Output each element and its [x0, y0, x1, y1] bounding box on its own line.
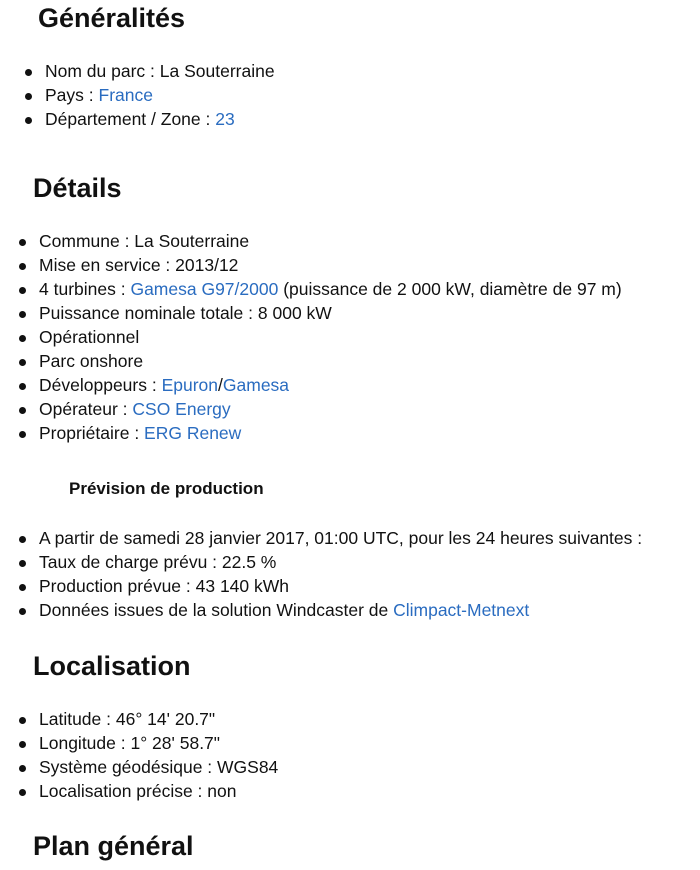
nom-value: La Souterraine — [159, 61, 275, 81]
list-item-turbines — [0, 277, 622, 301]
list-item-longitude — [0, 731, 278, 755]
departement-label: Département / Zone : — [45, 109, 216, 129]
list-item-proprietaire — [0, 421, 622, 445]
generalites-list — [0, 59, 275, 131]
bullet-icon — [19, 311, 26, 318]
bullet-icon — [25, 93, 32, 100]
taux-text: Taux de charge prévu : 22.5 % — [39, 552, 277, 572]
bullet-icon — [19, 741, 26, 748]
list-item-mise-en-service — [0, 253, 622, 277]
section-heading-plan: Plan général — [33, 831, 194, 861]
bullet-icon — [19, 359, 26, 366]
bullet-icon — [19, 287, 26, 294]
production-text: Production prévue : 43 140 kWh — [39, 576, 290, 596]
list-item-type-parc — [0, 349, 622, 373]
list-item-operateur — [0, 397, 622, 421]
details-list — [0, 229, 622, 445]
section-heading-generalites: Généralités — [38, 3, 186, 33]
pays-link[interactable]: France — [98, 85, 153, 105]
bullet-icon — [19, 789, 26, 796]
proprietaire-label: Propriétaire : — [39, 423, 145, 443]
developpeurs-label: Développeurs : — [39, 375, 162, 395]
bullet-icon — [19, 765, 26, 772]
section-heading-localisation: Localisation — [33, 651, 191, 681]
list-item-puissance — [0, 301, 622, 325]
section-heading-details: Détails — [33, 173, 122, 203]
list-item-pays — [0, 83, 275, 107]
puissance-text: Puissance nominale totale : 8 000 kW — [39, 303, 332, 323]
bullet-icon — [19, 560, 26, 567]
operateur-label: Opérateur : — [39, 399, 133, 419]
list-item-departement — [0, 107, 275, 131]
list-item-systeme — [0, 755, 278, 779]
latitude-text: Latitude : 46° 14' 20.7" — [39, 709, 216, 729]
list-item-taux — [0, 550, 642, 574]
list-item-statut — [0, 325, 622, 349]
turbines-label: 4 turbines : — [39, 279, 131, 299]
list-item-developpeurs — [0, 373, 622, 397]
source-label: Données issues de la solution Windcaster de — [39, 600, 394, 620]
prevision-list — [0, 526, 642, 622]
climpact-metnext-link[interactable]: Climpact-Metnext — [393, 600, 530, 620]
list-item-nom — [0, 59, 275, 83]
nom-label: Nom du parc : — [45, 61, 160, 81]
list-item-precise — [0, 779, 278, 803]
mise-en-service-text: Mise en service : 2013/12 — [39, 255, 239, 275]
turbines-specs: (puissance de 2 000 kW, diamètre de 97 m) — [278, 279, 622, 299]
precise-text: Localisation précise : non — [39, 781, 237, 801]
bullet-icon — [19, 383, 26, 390]
bullet-icon — [19, 608, 26, 615]
developpeurs-separator: / — [218, 375, 223, 395]
list-item-commune — [0, 229, 622, 253]
statut-text: Opérationnel — [39, 327, 140, 347]
commune-text: Commune : La Souterraine — [39, 231, 250, 251]
list-item-periode — [0, 526, 642, 550]
developpeur-epuron-link[interactable]: Epuron — [161, 375, 219, 395]
type-parc-text: Parc onshore — [39, 351, 144, 371]
bullet-icon — [19, 431, 26, 438]
bullet-icon — [19, 407, 26, 414]
longitude-text: Longitude : 1° 28' 58.7" — [39, 733, 220, 753]
list-item-latitude — [0, 707, 278, 731]
pays-label: Pays : — [45, 85, 99, 105]
bullet-icon — [19, 584, 26, 591]
bullet-icon — [19, 536, 26, 543]
list-item-source — [0, 598, 642, 622]
subheading-prevision: Prévision de production — [69, 479, 264, 498]
turbines-model-link[interactable]: Gamesa G97/2000 — [130, 279, 279, 299]
localisation-list — [0, 707, 278, 803]
bullet-icon — [25, 69, 32, 76]
bullet-icon — [19, 263, 26, 270]
bullet-icon — [19, 335, 26, 342]
departement-link[interactable]: 23 — [215, 109, 235, 129]
operateur-link[interactable]: CSO Energy — [132, 399, 231, 419]
bullet-icon — [19, 717, 26, 724]
proprietaire-link[interactable]: ERG Renew — [144, 423, 242, 443]
list-item-production — [0, 574, 642, 598]
bullet-icon — [19, 239, 26, 246]
systeme-text: Système géodésique : WGS84 — [39, 757, 279, 777]
bullet-icon — [25, 117, 32, 124]
periode-text: A partir de samedi 28 janvier 2017, 01:00 UTC, pour les 24 heures suivantes : — [39, 528, 643, 548]
developpeur-gamesa-link[interactable]: Gamesa — [222, 375, 290, 395]
